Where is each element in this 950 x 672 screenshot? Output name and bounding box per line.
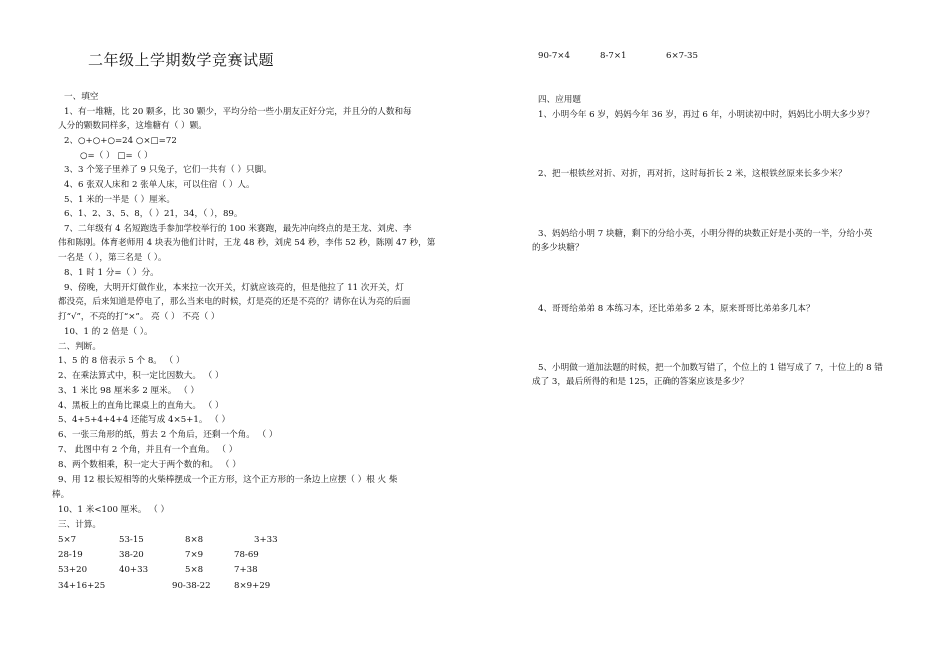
calc-item: 38-20 [119, 550, 144, 560]
application-5-line-1: 5、小明做一道加法题的时候，把一个加数写错了，个位上的 1 错写成了 7，十位上的 8 错 [538, 363, 883, 373]
judge-7: 7、 此图中有 2 个角，并且有一个直角。 （ ） [58, 445, 238, 455]
judge-10: 10、1 米<100 厘米。 （ ） [58, 505, 170, 515]
application-3-line-2: 的多少块糖？ [532, 243, 584, 253]
calc-item: 78-69 [234, 550, 259, 560]
application-1: 1、小明今年 6 岁，妈妈今年 36 岁，再过 6 年，小明读初中时，妈妈比小明大多少岁？ [538, 110, 874, 120]
judge-9-line-2: 棒。 [52, 490, 70, 500]
judge-8: 8、两个数相乘，积一定大于两个数的和。 （ ） [58, 460, 241, 470]
question-2-line-1: 2、○+○+○=24 ○×□=72 [64, 136, 177, 146]
judge-3: 3、1 米比 98 厘米多 2 厘米。 （ ） [58, 386, 199, 396]
calc-item: 8×9+29 [234, 581, 271, 591]
page-title: 二年级上学期数学竞赛试题 [88, 51, 275, 69]
calc-item: 53+20 [58, 565, 88, 575]
application-3-line-1: 3、妈妈给小明 7 块糖，剩下的分给小英，小明分得的块数正好是小英的一半，分给小英 [538, 229, 873, 239]
application-2: 2、把一根铁丝对折、对折，再对折，这时每折长 2 米，这根铁丝原来长多少米？ [538, 169, 847, 179]
question-7-line-1: 7、二年级有 4 名短跑选手参加学校举行的 100 米赛跑，最先冲向终点的是王龙、刘虎、李 [64, 224, 412, 234]
judge-9-line-1: 9、用 12 根长短相等的火柴棒摆成一个正方形，这个正方形的一条边上应摆（ ）根 火 柴 [58, 475, 398, 485]
judge-2: 2、在乘法算式中，积一定比因数大。 （ ） [58, 371, 224, 381]
section-heading-fill: 一、填空 [64, 92, 99, 102]
section-heading-judge: 二、判断。 [58, 342, 101, 352]
calc-item: 90-38-22 [172, 581, 211, 591]
calc-item: 28-19 [58, 550, 83, 560]
calc-item: 53-15 [119, 535, 144, 545]
application-5-line-2: 成了 3，最后所得的和是 125，正确的答案应该是多少？ [532, 377, 749, 387]
question-10: 10、1 的 2 倍是（ ）。 [64, 327, 153, 337]
question-4: 4、6 张双人床和 2 张单人床，可以住宿（ ）人。 [64, 180, 255, 190]
calc-item: 6×7-35 [666, 51, 698, 61]
judge-6: 6、一张三角形的纸，剪去 2 个角后，还剩一个角。 （ ） [58, 430, 278, 440]
question-1-line-1: 1、有一堆糖，比 20 颗多，比 30 颗少，平均分给一些小朋友正好分完，并且分的人数和每 [64, 107, 412, 117]
calc-item: 90-7×4 [538, 51, 570, 61]
question-7-line-2: 伟和陈刚。体育老师用 4 块表为他们计时，王龙 48 秒，刘虎 54 秒，李伟 52 秒，陈刚 47 秒，第 [58, 238, 436, 248]
calc-item: 34+16+25 [58, 581, 106, 591]
question-1-line-2: 人分的颗数同样多，这堆糖有（ ）颗。 [58, 121, 207, 131]
application-4: 4、哥哥给弟弟 8 本练习本，还比弟弟多 2 本，原来哥哥比弟弟多几本？ [538, 304, 815, 314]
question-8: 8、1 时 1 分=（ ）分。 [64, 268, 159, 278]
calc-item: 8×8 [185, 535, 204, 545]
calc-item: 5×8 [185, 565, 204, 575]
calc-item: 7+38 [234, 565, 258, 575]
calc-item: 7×9 [185, 550, 204, 560]
question-2-line-2: ○=（ ） □=（ ） [80, 151, 153, 161]
question-9-line-2: 都没亮，后来知道是停电了，那么当来电的时候，灯是亮的还是不亮的？请你在认为亮的后面 [58, 297, 411, 307]
question-6: 6、1、2、3、5、8，（ ）21，34，（ ），89。 [64, 209, 243, 219]
question-5: 5、1 米的一半是（ ）厘米。 [64, 195, 175, 205]
question-7-line-3: 一名是（ ），第三名是（ ）。 [58, 253, 167, 263]
question-3: 3、3 个笼子里养了 9 只兔子，它们一共有（ ）只脚。 [64, 165, 272, 175]
judge-4: 4、黑板上的直角比课桌上的直角大。 （ ） [58, 401, 224, 411]
calc-item: 3+33 [254, 535, 278, 545]
judge-1: 1、5 的 8 倍表示 5 个 8。 （ ） [58, 356, 185, 366]
calc-item: 8-7×1 [600, 51, 627, 61]
section-heading-calc: 三、计算。 [58, 520, 101, 530]
judge-5: 5、4+5+4+4+4 还能写成 4×5+1。 （ ） [58, 415, 231, 425]
question-9-line-1: 9、傍晚，大明开灯做作业，本来拉一次开关，灯就应该亮的，但是他拉了 11 次开关，灯 [64, 283, 404, 293]
section-heading-application: 四、应用题 [538, 95, 581, 105]
question-9-line-3: 打“√”，不亮的打“×”。 亮（ ） 不亮（ ） [58, 312, 220, 322]
calc-item: 40+33 [119, 565, 149, 575]
calc-item: 5×7 [58, 535, 77, 545]
